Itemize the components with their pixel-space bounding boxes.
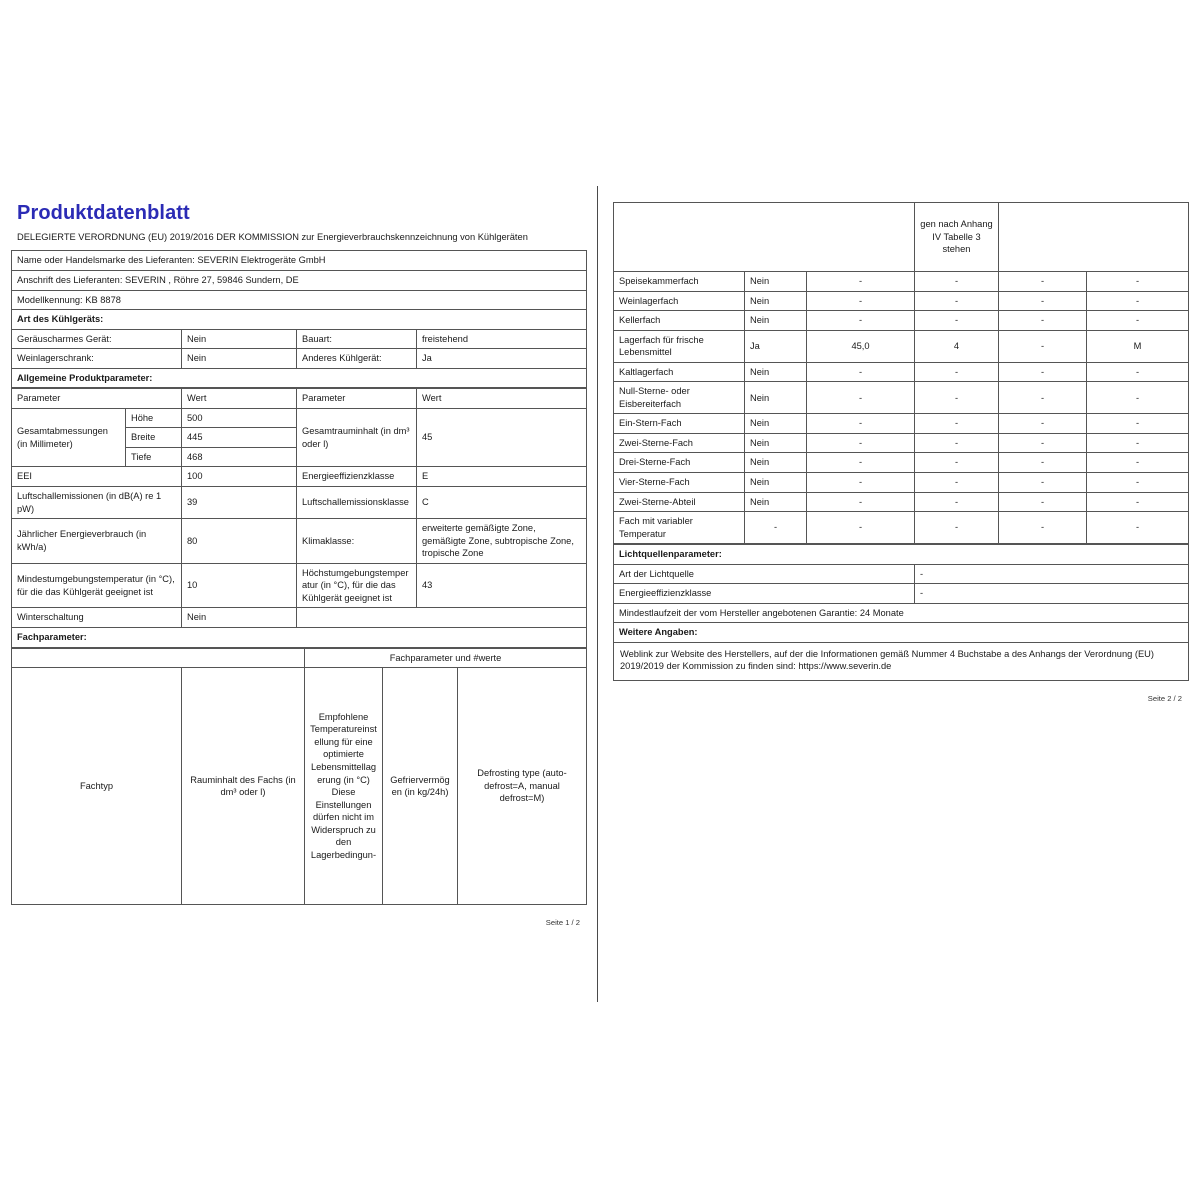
compartment-volume: - [807, 382, 915, 414]
compartment-temp: - [915, 414, 999, 434]
compartment-freeze: - [999, 272, 1087, 292]
compartment-volume: - [807, 362, 915, 382]
compartment-defrost: - [1087, 512, 1189, 544]
compartment-type: Speisekammerfach [614, 272, 745, 292]
compartment-defrost: M [1087, 330, 1189, 362]
table-row [12, 467, 587, 487]
empty-corner-cell-2 [182, 648, 305, 668]
construction-value: freistehend [417, 329, 587, 349]
supplier-name-value: SEVERIN Elektrogeräte GmbH [197, 255, 326, 266]
winter-setting-value: Nein [182, 608, 297, 628]
compartment-defrost: - [1087, 311, 1189, 331]
further-info-section-label: Weitere Angaben: [614, 623, 1189, 643]
compartment-volume: - [807, 272, 915, 292]
table-row [614, 453, 1189, 473]
winter-setting-label: Winterschaltung [12, 608, 182, 628]
supplier-table [11, 250, 587, 388]
page-2 [613, 186, 1188, 704]
table-row [614, 272, 1189, 292]
empty-cell-2 [417, 608, 587, 628]
compartment-type: Drei-Sterne-Fach [614, 453, 745, 473]
table-row [12, 271, 587, 291]
table-row [12, 251, 587, 271]
table-row [12, 519, 587, 564]
overall-dimensions-label: Gesamtabmessungen (in Millimeter) [12, 408, 126, 467]
table-row [12, 290, 587, 310]
supplier-name-label: Name oder Handelsmarke des Lieferanten: [17, 255, 195, 266]
table-row [12, 310, 587, 330]
dimension-depth-value: 468 [182, 447, 297, 467]
compartment-present: Nein [745, 453, 807, 473]
model-cell [12, 290, 587, 310]
compartment-freeze: - [999, 362, 1087, 382]
dimension-height-value: 500 [182, 408, 297, 428]
compartment-type: Zwei-Sterne-Abteil [614, 492, 745, 512]
compartment-temp: - [915, 291, 999, 311]
compartment-present: Ja [745, 330, 807, 362]
table-row [12, 389, 587, 409]
table-row [614, 564, 1189, 584]
noise-value: 39 [182, 487, 297, 519]
compartment-volume: 45,0 [807, 330, 915, 362]
table-row [12, 487, 587, 519]
min-ambient-label: Mindestumgebungstemperatur (in °C), für die das Kühlgerät geeignet ist [12, 563, 182, 608]
page-divider [597, 186, 598, 1002]
light-source-class-value: - [915, 584, 1189, 604]
compartment-volume: - [807, 433, 915, 453]
general-section-label: Allgemeine Produktparameter: [12, 368, 587, 388]
compartment-present: Nein [745, 311, 807, 331]
noise-class-label: Luftschallemissionsklasse [297, 487, 417, 519]
compartment-values-table [613, 202, 1189, 544]
compartment-type: Vier-Sterne-Fach [614, 473, 745, 493]
continuation-header: gen nach Anhang IV Tabelle 3 stehen [915, 203, 999, 272]
annual-energy-value: 80 [182, 519, 297, 564]
table-row [614, 414, 1189, 434]
compartment-freeze: - [999, 433, 1087, 453]
further-info-cell [614, 642, 1189, 680]
compartment-type: Kaltlagerfach [614, 362, 745, 382]
annual-energy-label: Jährlicher Energieverbrauch (in kWh/a) [12, 519, 182, 564]
table-row [614, 623, 1189, 643]
compartment-present: Nein [745, 382, 807, 414]
table-row [12, 648, 587, 668]
compartment-present: Nein [745, 414, 807, 434]
compartment-freeze: - [999, 453, 1087, 473]
model-label: Modellkennung: [17, 294, 83, 305]
compartment-freeze: - [999, 492, 1087, 512]
model-value: KB 8878 [85, 294, 121, 305]
light-source-type-value: - [915, 564, 1189, 584]
compartment-present: Nein [745, 473, 807, 493]
column-header-volume: Rauminhalt des Fachs (in dm³ oder l) [182, 668, 305, 905]
column-header-defrosting-type: Defrosting type (auto-defrost=A, manual defrost=M) [458, 668, 587, 905]
compartment-header-table [11, 648, 587, 906]
climate-class-label: Klimaklasse: [297, 519, 417, 564]
total-volume-value: 45 [417, 408, 587, 467]
table-row [12, 368, 587, 388]
compartment-defrost: - [1087, 473, 1189, 493]
compartment-type: Zwei-Sterne-Fach [614, 433, 745, 453]
table-row [12, 349, 587, 369]
header-parameter-1: Parameter [12, 389, 182, 409]
compartment-temp: - [915, 492, 999, 512]
table-row [614, 492, 1189, 512]
energy-class-value: E [417, 467, 587, 487]
supplier-address-cell [12, 271, 587, 291]
light-source-table [613, 544, 1189, 681]
compartment-freeze: - [999, 330, 1087, 362]
empty-cell-header-4 [999, 203, 1087, 272]
column-header-compartment-type: Fachtyp [12, 668, 182, 905]
construction-label: Bauart: [297, 329, 417, 349]
light-source-class-label: Energieeffizienzklasse [614, 584, 915, 604]
compartment-present: - [745, 512, 807, 544]
quiet-appliance-label: Geräuscharmes Gerät: [12, 329, 182, 349]
table-row [12, 408, 587, 428]
compartment-temp: - [915, 362, 999, 382]
compartment-temp: - [915, 473, 999, 493]
dimension-width-value: 445 [182, 428, 297, 448]
energy-class-label: Energieeffizienzklasse [297, 467, 417, 487]
further-info-text: Weblink zur Website des Herstellers, auf der die Informationen gemäß Nummer 4 Buchstabe a des Anhangs der Verordnung (EU) 2019/2019 der Kommission zu finden sind: [620, 648, 1154, 672]
compartment-defrost: - [1087, 362, 1189, 382]
table-row [614, 512, 1189, 544]
wine-cabinet-value: Nein [182, 349, 297, 369]
table-row [614, 473, 1189, 493]
table-row [12, 608, 587, 628]
regulation-intro: DELEGIERTE VERORDNUNG (EU) 2019/2016 DER KOMMISSION zur Energieverbrauchskennzeichnung von Kühlgeräten [17, 232, 528, 242]
header-parameter-2: Parameter [297, 389, 417, 409]
quiet-appliance-value: Nein [182, 329, 297, 349]
table-row [614, 291, 1189, 311]
page-1-footer: Seite 1 / 2 [545, 918, 580, 928]
compartment-temp: - [915, 272, 999, 292]
compartment-type: Null-Sterne- oder Eisbereiterfach [614, 382, 745, 414]
climate-class-value: erweiterte gemäßigte Zone, gemäßigte Zone, subtropische Zone, tropische Zone [417, 519, 587, 564]
light-source-type-label: Art der Lichtquelle [614, 564, 915, 584]
wine-cabinet-label: Weinlagerschrank: [12, 349, 182, 369]
table-row [614, 203, 1189, 272]
compartment-type: Ein-Stern-Fach [614, 414, 745, 434]
compartment-defrost: - [1087, 453, 1189, 473]
compartment-temp: - [915, 382, 999, 414]
compartment-temp: 4 [915, 330, 999, 362]
compartment-freeze: - [999, 382, 1087, 414]
table-row [12, 329, 587, 349]
table-row [614, 362, 1189, 382]
compartment-freeze: - [999, 414, 1087, 434]
compartment-volume: - [807, 512, 915, 544]
compartment-type: Fach mit variabler Temperatur [614, 512, 745, 544]
max-ambient-label: Höchstumgebungstemperatur (in °C), für die das Kühlgerät geeignet ist [297, 563, 417, 608]
dimension-depth-label: Tiefe [126, 447, 182, 467]
min-ambient-value: 10 [182, 563, 297, 608]
compartment-temp: - [915, 311, 999, 331]
compartment-defrost: - [1087, 433, 1189, 453]
total-volume-label: Gesamtrauminhalt (in dm³ oder l) [297, 408, 417, 467]
light-source-section-label: Lichtquellenparameter: [614, 545, 1189, 565]
other-appliance-value: Ja [417, 349, 587, 369]
table-row [614, 584, 1189, 604]
empty-cell-1 [297, 608, 417, 628]
warranty-cell [614, 603, 1189, 623]
compartment-freeze: - [999, 291, 1087, 311]
table-row [614, 603, 1189, 623]
table-row [12, 668, 587, 905]
compartment-type: Lagerfach für frische Lebensmittel [614, 330, 745, 362]
compartment-volume: - [807, 473, 915, 493]
warranty-label: Mindestlaufzeit der vom Hersteller angebotenen Garantie: [619, 607, 858, 618]
appliance-type-section-label: Art des Kühlgeräts: [12, 310, 587, 330]
supplier-address-label: Anschrift des Lieferanten: [17, 275, 123, 286]
compartment-volume: - [807, 311, 915, 331]
compartment-section-label: Fachparameter: [12, 627, 587, 647]
compartment-defrost: - [1087, 492, 1189, 512]
general-parameters-table [11, 388, 587, 647]
page-title: Produktdatenblatt [17, 202, 190, 224]
eei-value: 100 [182, 467, 297, 487]
header-value-1: Wert [182, 389, 297, 409]
compartment-volume: - [807, 492, 915, 512]
compartment-type: Weinlagerfach [614, 291, 745, 311]
compartment-present: Nein [745, 291, 807, 311]
dimension-height-label: Höhe [126, 408, 182, 428]
compartment-present: Nein [745, 492, 807, 512]
table-row [12, 627, 587, 647]
compartment-group-header: Fachparameter und #werte [305, 648, 587, 668]
table-row [614, 642, 1189, 680]
warranty-value: 24 Monate [859, 607, 904, 618]
table-row [12, 563, 587, 608]
column-header-recommended-temp: Empfohlene Temperatureinstellung für eine optimierte Lebensmittellagerung (in °C) Diese Einstellungen dürfen nicht im Widerspruch zu den Lagerbedingun- [305, 668, 383, 905]
compartment-temp: - [915, 433, 999, 453]
empty-cell-header-2 [745, 203, 807, 272]
compartment-defrost: - [1087, 414, 1189, 434]
eei-label: EEI [12, 467, 182, 487]
compartment-defrost: - [1087, 272, 1189, 292]
table-row [614, 433, 1189, 453]
manufacturer-weblink[interactable]: https://www.severin.de [798, 661, 892, 672]
compartment-defrost: - [1087, 291, 1189, 311]
compartment-volume: - [807, 291, 915, 311]
compartment-freeze: - [999, 473, 1087, 493]
compartment-temp: - [915, 453, 999, 473]
document-sheet [0, 186, 1200, 1002]
empty-cell-header-3 [807, 203, 915, 272]
compartment-volume: - [807, 453, 915, 473]
compartment-type: Kellerfach [614, 311, 745, 331]
table-row [614, 545, 1189, 565]
compartment-defrost: - [1087, 382, 1189, 414]
compartment-temp: - [915, 512, 999, 544]
compartment-present: Nein [745, 272, 807, 292]
empty-cell-header-1 [614, 203, 745, 272]
table-row [614, 330, 1189, 362]
compartment-freeze: - [999, 311, 1087, 331]
supplier-name-cell [12, 251, 587, 271]
table-row [614, 382, 1189, 414]
empty-corner-cell [12, 648, 182, 668]
noise-class-value: C [417, 487, 587, 519]
supplier-address-value: SEVERIN , Röhre 27, 59846 Sundern, DE [125, 275, 299, 286]
page-2-footer: Seite 2 / 2 [1147, 694, 1182, 704]
table-row [614, 311, 1189, 331]
noise-label: Luftschallemissionen (in dB(A) re 1 pW) [12, 487, 182, 519]
compartment-present: Nein [745, 362, 807, 382]
max-ambient-value: 43 [417, 563, 587, 608]
header-value-2: Wert [417, 389, 587, 409]
compartment-volume: - [807, 414, 915, 434]
dimension-width-label: Breite [126, 428, 182, 448]
page-1 [11, 186, 586, 928]
compartment-present: Nein [745, 433, 807, 453]
column-header-freezing-capacity: Gefriervermögen (in kg/24h) [383, 668, 458, 905]
other-appliance-label: Anderes Kühlgerät: [297, 349, 417, 369]
compartment-freeze: - [999, 512, 1087, 544]
empty-cell-header-5 [1087, 203, 1189, 272]
